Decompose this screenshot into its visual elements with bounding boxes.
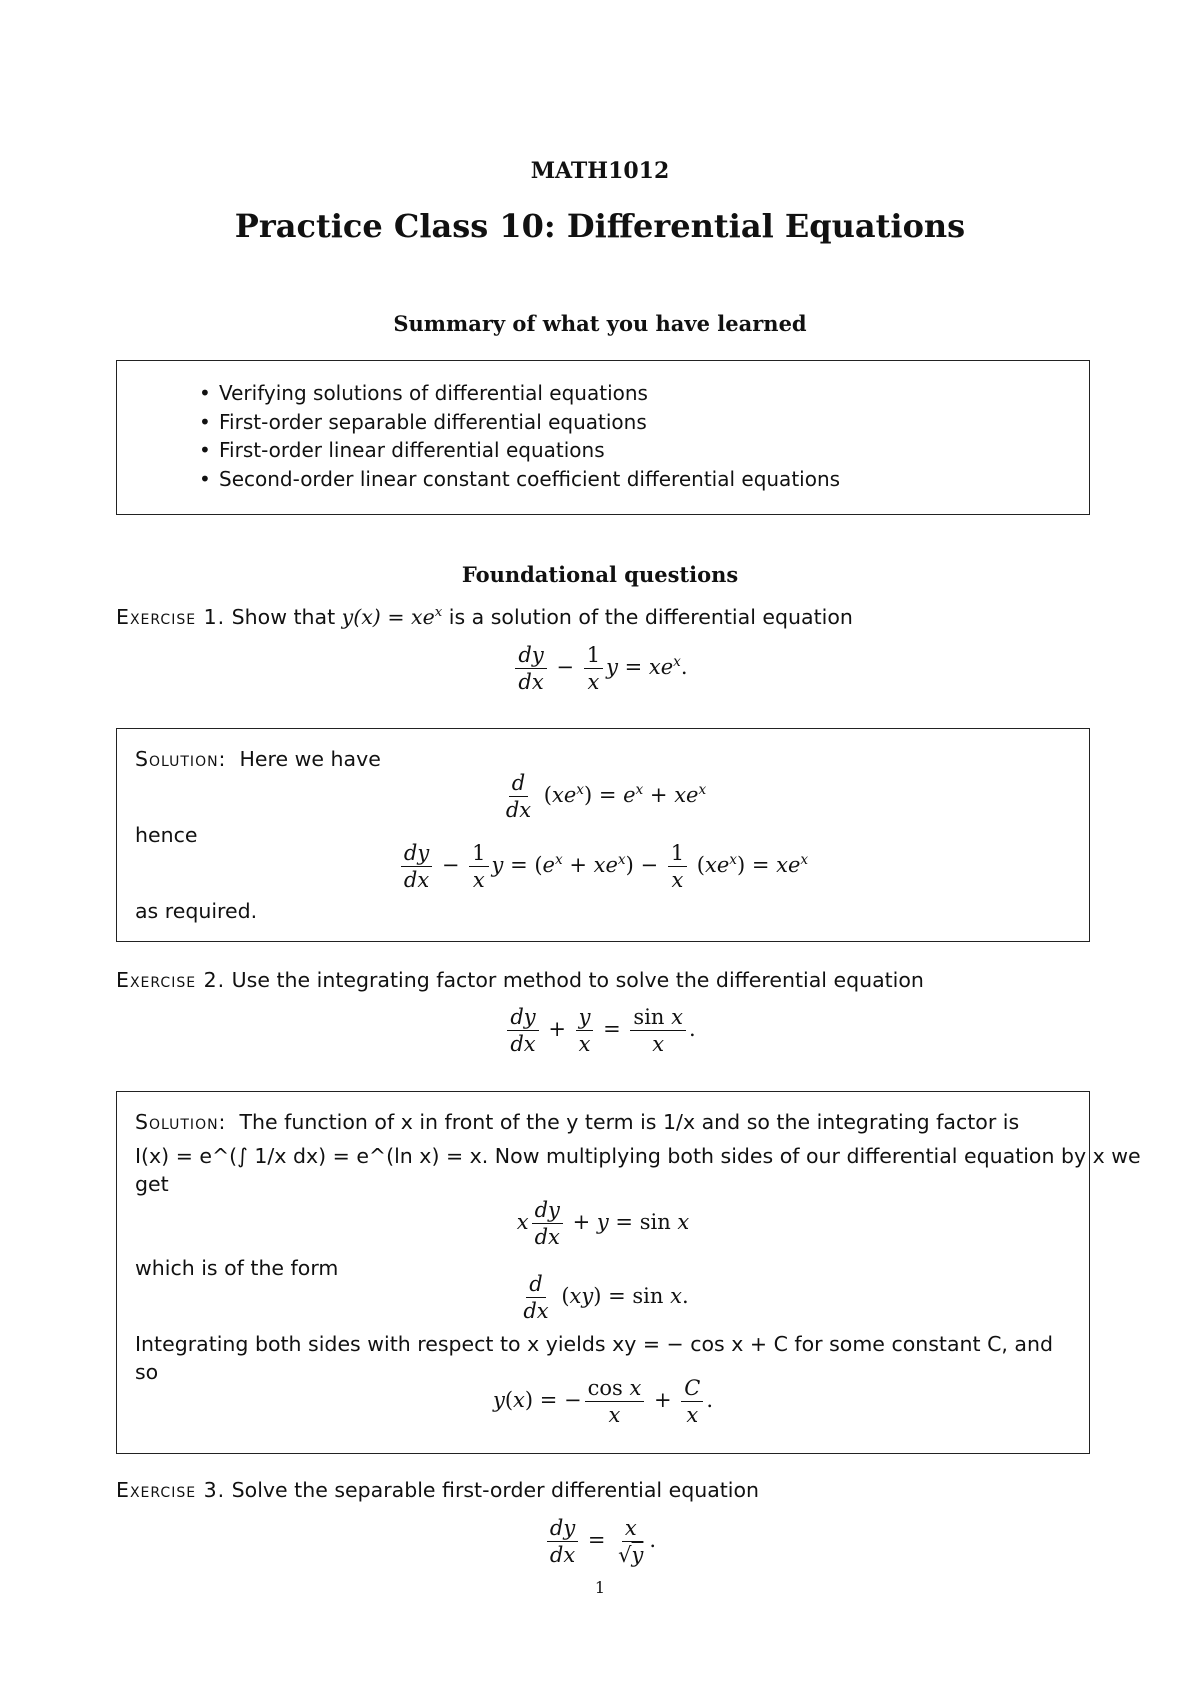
exercise-2-solution-line3: get — [135, 1172, 169, 1196]
exercise-2-solution-eq2: $\frac{d}{dx}$ (xy) = sin x. — [523, 1272, 689, 1324]
exercise-2-equation: $\frac{dy}{dx}$ + $\frac{y}{x}$ = $\frac{\text{sin x}}{x}$ . — [0, 1005, 1200, 1056]
exercise-2-so: so — [135, 1360, 159, 1384]
solution-label: Solution: — [135, 747, 227, 771]
exercise-1-solution-eq1: $\frac{d}{dx}$ $(xe^x) = e^x + xe^x$ — [505, 771, 707, 823]
exercise-3-text: Solve the separable first-order differential equation — [231, 1478, 760, 1502]
summary-item: • First-order separable differential equations — [199, 408, 840, 437]
page-number: 1 — [594, 1578, 606, 1597]
solution-label: Solution: — [135, 1110, 227, 1134]
exercise-2-solution-eq1: x $\frac{dy}{dx}$ + y = sin x — [516, 1198, 690, 1250]
foundational-heading: Foundational questions — [461, 562, 739, 587]
exercise-2-text: Use the integrating factor method to solve the differential equation — [231, 968, 924, 992]
course-code: MATH1012 — [530, 158, 670, 184]
exercise-2-statement — [116, 968, 924, 992]
exercise-1-solution-intro: Solution: Here we have — [135, 747, 381, 771]
exercise-2-solution-box — [116, 1091, 1141, 1454]
exercise-2-integrating: Integrating both sides with respect to x yields xy = − cos x + C for some constant C, and — [135, 1332, 1053, 1356]
exercise-1-text-after: is a solution of the differential equation — [448, 605, 853, 629]
exercise-2-solution-eq3: y(x) = − $\frac{\text{cos x}}{x}$ + $\frac{C}{x}$ . — [492, 1376, 714, 1428]
exercise-1-inline-math: $y(x) = xe^x$ — [341, 605, 443, 629]
summary-list — [199, 379, 840, 493]
exercise-1-conclusion: as required. — [135, 899, 258, 923]
exercise-1-label: Exercise 1. — [116, 605, 226, 629]
exercise-1-solution-box — [116, 728, 1090, 942]
exercise-2-solution-line1: Solution: The function of x in front of the y term is 1/x and so the integrating factor is — [135, 1110, 1020, 1134]
exercise-2-which-form: which is of the form — [135, 1256, 339, 1280]
summary-item: • Second-order linear constant coefficient differential equations — [199, 465, 840, 494]
summary-box — [116, 360, 1090, 515]
summary-item: • Verifying solutions of differential equations — [199, 379, 840, 408]
exercise-1-solution-eq2: $\frac{dy}{dx}$ − $\frac{1}{x}$ $y = (e^x + xe^x)$ − $\frac{1}{x}$ $(xe^x) = xe^x$ — [117, 841, 1089, 892]
exercise-3-statement — [116, 1478, 759, 1502]
exercise-2-label: Exercise 2. — [116, 968, 226, 992]
exercise-1-statement — [116, 605, 853, 629]
summary-heading: Summary of what you have learned — [393, 311, 807, 336]
exercise-3-label: Exercise 3. — [116, 1478, 226, 1502]
exercise-1-equation: $\frac{dy}{dx}$ − $\frac{1}{x}$ $y = xe^x$. — [0, 643, 1200, 694]
summary-item: • First-order linear differential equations — [199, 436, 840, 465]
exercise-3-equation: $\frac{dy}{dx}$ = $\frac{x}{√y}$ . — [0, 1516, 1200, 1567]
exercise-1-text-before: Show that — [231, 605, 336, 629]
exercise-1-hence: hence — [135, 823, 198, 847]
exercise-2-solution-line2: I(x) = e^(∫ 1/x dx) = e^(ln x) = x. Now multiplying both sides of our differential equation by x we — [135, 1144, 1141, 1168]
page-title: Practice Class 10: Differential Equations — [234, 207, 966, 245]
